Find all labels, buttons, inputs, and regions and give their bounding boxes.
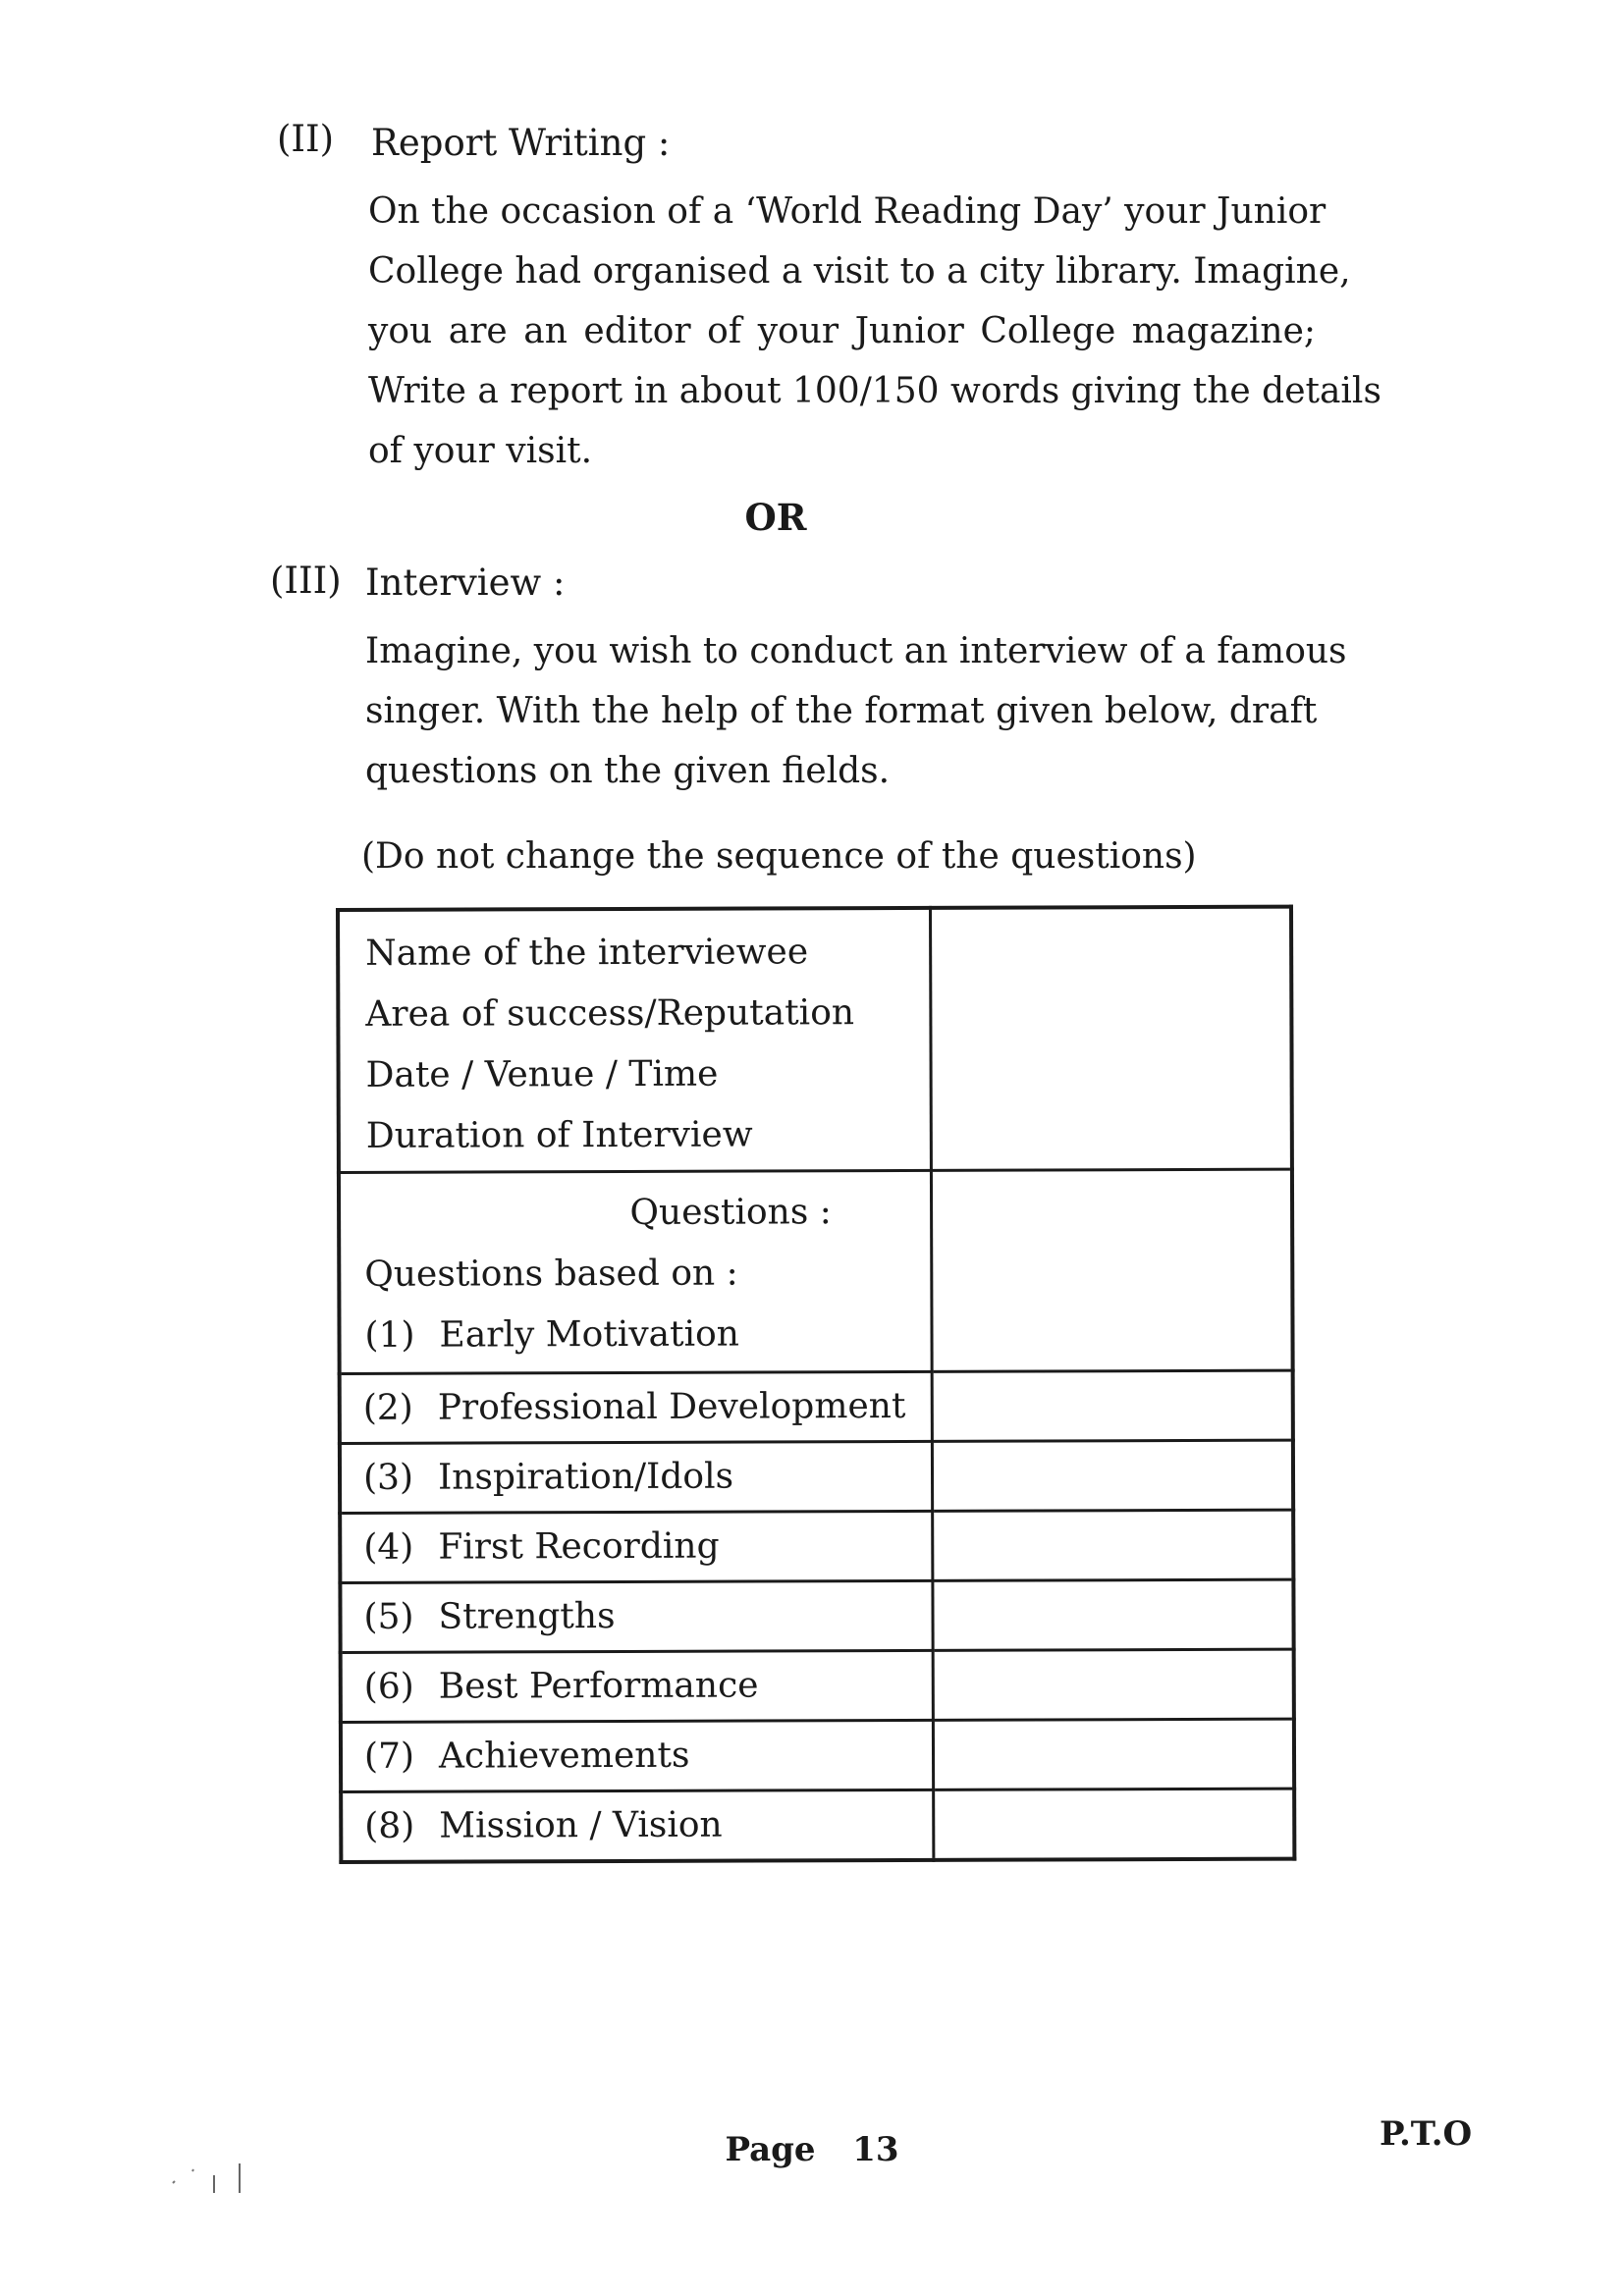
- questions-intro-cell: [339, 1170, 932, 1373]
- question-number: (2): [362, 1387, 413, 1428]
- question-cell: [341, 1720, 934, 1791]
- question-number: (6): [363, 1666, 414, 1707]
- paragraph-line: College had organised a visit to a city library. Imagine,: [368, 251, 1351, 292]
- section-3-title: Interview :: [365, 561, 566, 604]
- paragraph-line: singer. With the help of the format given below, draft: [365, 691, 1318, 731]
- question-row: [341, 1649, 1294, 1722]
- date-venue-time-label: Date / Venue / Time: [365, 1053, 719, 1095]
- answer-cell: [933, 1579, 1294, 1650]
- question-number: (7): [363, 1735, 415, 1777]
- question-number: (5): [363, 1596, 414, 1637]
- question-row: [340, 1510, 1293, 1582]
- paragraph-line: On the occasion of a ‘World Reading Day’ your Junior: [368, 191, 1326, 232]
- question-row: [341, 1719, 1294, 1791]
- paragraph-line: of your visit.: [368, 431, 593, 471]
- question-label: Mission / Vision: [439, 1804, 723, 1846]
- duration-label: Duration of Interview: [365, 1114, 753, 1156]
- section-2-title: Report Writing :: [371, 122, 671, 164]
- or-separator: OR: [744, 496, 807, 539]
- answer-cell: [933, 1440, 1294, 1511]
- question-label: Best Performance: [438, 1665, 759, 1707]
- answer-cell: [931, 907, 1292, 1171]
- question-cell: [341, 1789, 934, 1862]
- answer-cell: [934, 1789, 1295, 1860]
- paragraph-line: questions on the given fields.: [365, 751, 891, 791]
- section-2-label: (II): [277, 118, 335, 160]
- question-row: [341, 1789, 1294, 1862]
- question-cell: [340, 1580, 933, 1652]
- question-cell: [340, 1441, 933, 1513]
- question-cell: [340, 1511, 933, 1582]
- section-3-label: (III): [270, 560, 342, 602]
- question-number: (4): [363, 1526, 414, 1568]
- pto-label: P.T.O: [1380, 2114, 1473, 2154]
- question-label: Inspiration/Idols: [437, 1456, 734, 1498]
- answer-cell: [932, 1169, 1293, 1371]
- question-number: (8): [364, 1805, 415, 1846]
- answer-cell: [933, 1649, 1294, 1720]
- question-number: (1): [364, 1314, 415, 1356]
- sequence-note: (Do not change the sequence of the questions): [361, 836, 1197, 877]
- answer-cell: [933, 1510, 1294, 1580]
- question-cell: [340, 1371, 933, 1443]
- section-3-paragraph: [365, 621, 1347, 801]
- page-number-value: 13: [852, 2130, 899, 2169]
- area-of-success-label: Area of success/Reputation: [365, 992, 855, 1035]
- paragraph-line: Write a report in about 100/150 words giving the details: [368, 371, 1381, 411]
- section-2-paragraph: [368, 182, 1381, 481]
- question-row: [340, 1579, 1293, 1652]
- questions-intro-row: [339, 1169, 1293, 1373]
- paragraph-line: you are an editor of your Junior College magazine;: [368, 311, 1316, 351]
- question-label: Strengths: [438, 1596, 616, 1637]
- question-label: Professional Development: [437, 1385, 906, 1428]
- answer-cell: [934, 1719, 1295, 1789]
- interviewee-name-label: Name of the interviewee: [365, 932, 809, 974]
- answer-cell: [932, 1370, 1293, 1441]
- paragraph-line: Imagine, you wish to conduct an interview of a famous: [365, 631, 1347, 671]
- question-row: [340, 1370, 1293, 1443]
- question-row: [340, 1440, 1293, 1513]
- question-cell: [341, 1650, 934, 1722]
- question-label: Early Motivation: [439, 1313, 739, 1356]
- questions-heading: Questions :: [629, 1192, 832, 1233]
- table-header-row: [338, 907, 1292, 1173]
- question-number: (3): [362, 1457, 414, 1498]
- questions-based-on-label: Questions based on :: [364, 1253, 738, 1295]
- question-label: First Recording: [438, 1525, 720, 1568]
- page-word: Page: [725, 2130, 816, 2169]
- interview-format-table: [336, 905, 1296, 1864]
- question-item: [364, 1304, 930, 1366]
- header-details-cell: [338, 908, 932, 1173]
- question-label: Achievements: [438, 1735, 690, 1777]
